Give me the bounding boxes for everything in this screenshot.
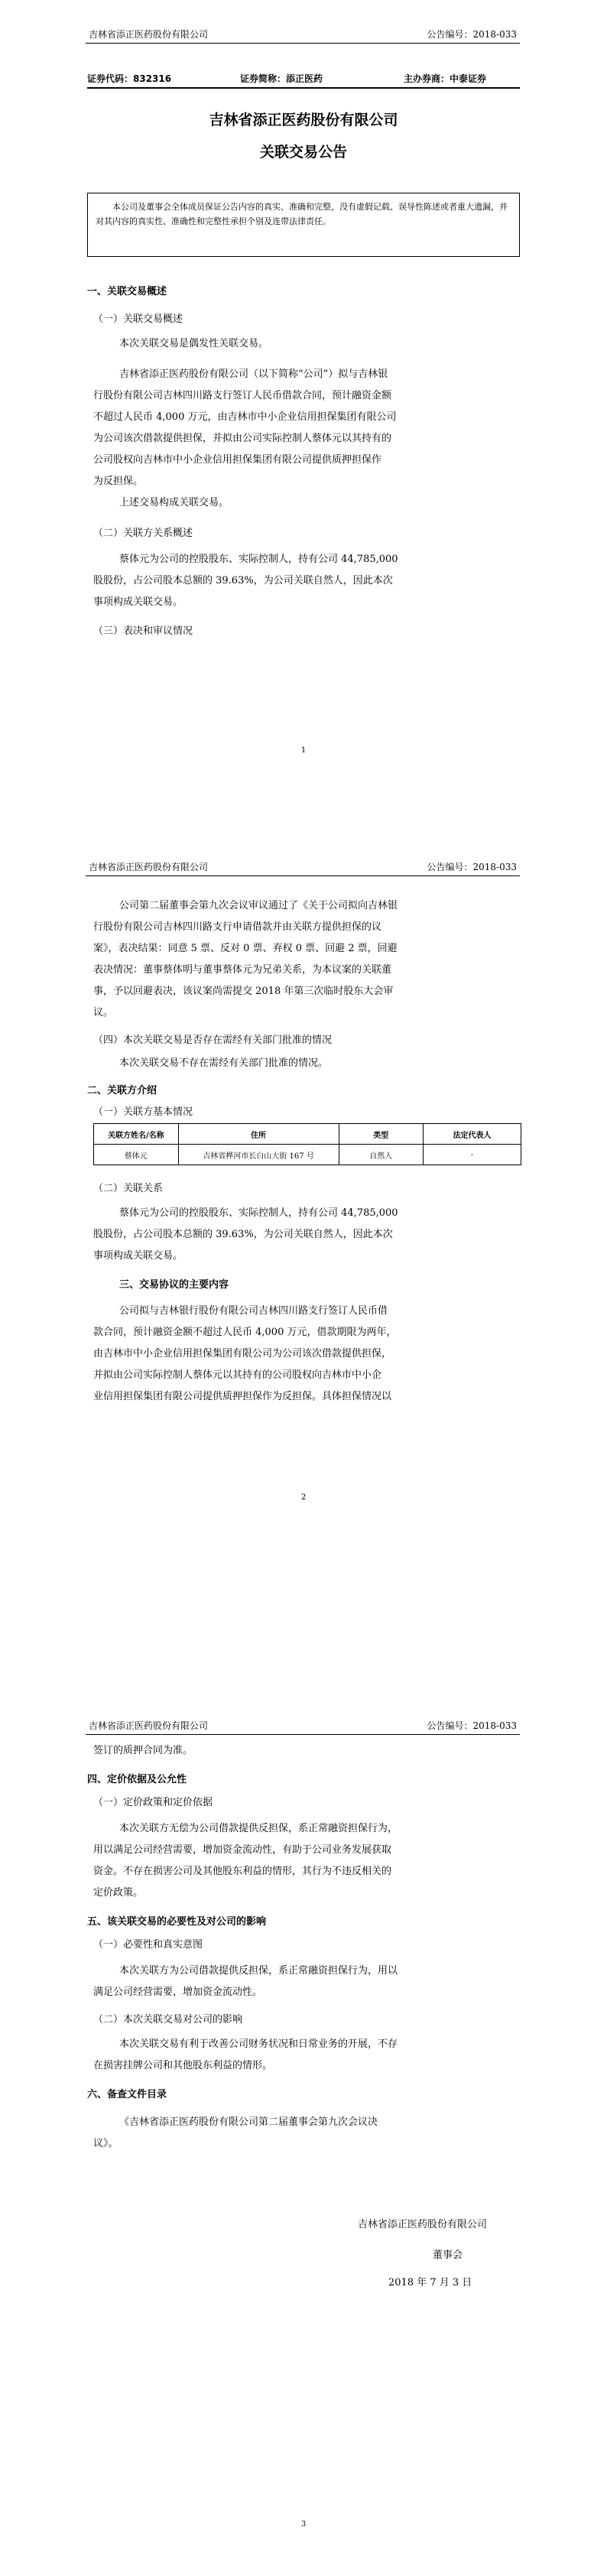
paragraph-line: 用以满足公司经营需要，增加资金流动性，有助于公司业务发展获取 — [93, 1844, 392, 1856]
table-cell: 吉林省桦河市长白山大街 167 号 — [178, 1145, 339, 1165]
table-header-cell: 住所 — [178, 1124, 339, 1145]
paragraph-line: 议。 — [93, 1007, 114, 1018]
paragraph-line: 本次关联方无偿为公司借款提供反担保，系正常融资担保行为， — [119, 1823, 398, 1834]
paragraph-line: 股股份，占公司股本总额的 39.63%，为公司关联自然人，因此本次 — [93, 575, 393, 586]
paragraph-line: 上述交易构成关联交易。 — [119, 497, 229, 508]
page-2 — [0, 859, 607, 1717]
section-1-heading: 一、关联交易概述 — [87, 286, 167, 297]
signature-company: 吉林省添正医药股份有限公司 — [358, 2219, 488, 2230]
paragraph-line: 业信用担保集团有限公司提供质押担保作为反担保。具体担保情况以 — [93, 1391, 392, 1402]
section-1-3-heading: （三）表决和审议情况 — [93, 625, 193, 637]
section-5-heading: 五、该关联交易的必要性及对公司的影响 — [87, 1916, 267, 1928]
paragraph-line: 不超过人民币 4,000 万元，由吉林市中小企业信用担保集团有限公司 — [93, 411, 397, 423]
table-cell: - — [424, 1145, 521, 1165]
paragraph-line: 吉林省添正医药股份有限公司（以下简称“公司”）拟与吉林银 — [119, 369, 388, 380]
notice-box: 本公司及董事会全体成员保证公告内容的真实、准确和完整，没有虚假记载、误导性陈述或者重大遗漏，并对其内容的真实性、准确性和完整性承担个别及连带法律责任。 — [87, 193, 520, 257]
signature-board: 董事会 — [433, 2250, 463, 2261]
section-6-heading: 六、备查文件目录 — [87, 2089, 167, 2100]
paragraph: 签订的质押合同为准。 — [93, 1745, 193, 1756]
section-5-2-heading: （二）本次关联交易对公司的影响 — [93, 2014, 243, 2025]
paragraph-line: 行股份有限公司吉林四川路支行签订人民币借款合同，预计融资金额 — [93, 390, 392, 401]
paragraph-line: 满足公司经营需要，增加资金流动性。 — [93, 1986, 263, 1998]
table-header-cell: 关联方姓名/名称 — [94, 1124, 179, 1145]
section-2-1-heading: （一）关联方基本情况 — [93, 1106, 193, 1118]
page-number: 2 — [300, 1493, 307, 1502]
section-4-heading: 四、定价依据及公允性 — [87, 1774, 187, 1785]
stock-code: 证券代码：832316 — [87, 73, 172, 84]
header-company: 吉林省添正医药股份有限公司 — [89, 29, 209, 40]
paragraph-line: 资金。不存在损害公司及其他股东利益的情形，其行为不违反相关的 — [93, 1866, 392, 1877]
page-3 — [0, 1717, 607, 2576]
document-title: 关联交易公告 — [259, 144, 347, 161]
meta-divider — [87, 87, 520, 89]
section-2-heading: 二、关联方介绍 — [87, 1085, 157, 1096]
section-1-2-heading: （二）关联方关系概述 — [93, 528, 193, 539]
table-header-row — [94, 1124, 521, 1145]
paragraph-line: 公司第二届董事会第九次会议审议通过了《关于公司拟向吉林银 — [119, 900, 398, 911]
table-row — [94, 1145, 521, 1165]
paragraph-line: 行股份有限公司吉林四川路支行申请借款并由关联方提供担保的议 — [93, 921, 382, 933]
section-4-1-heading: （一）定价政策和定价依据 — [93, 1797, 213, 1808]
related-party-table — [93, 1123, 521, 1165]
table-cell: 自然人 — [339, 1145, 423, 1165]
paragraph-line: 为公司该次借款提供担保，并拟由公司实际控制人蔡体元以其持有的 — [93, 433, 392, 444]
paragraph-line: 蔡体元为公司的控股股东、实际控制人，持有公司 44,785,000 — [119, 554, 398, 565]
paragraph-line: 议》。 — [93, 2138, 118, 2149]
paragraph-line: 在损害挂牌公司和其他股东利益的情形。 — [93, 2060, 273, 2071]
paragraph-line: 款合同，预计融资金额不超过人民币 4,000 万元，借款期限为两年， — [93, 1327, 397, 1338]
page-1 — [0, 0, 607, 859]
paragraph-line: 公司拟与吉林银行股份有限公司吉林四川路支行签订人民币借 — [119, 1305, 388, 1317]
paragraph-line: 事，予以回避表决，该议案尚需提交 2018 年第三次临时股东大会审 — [93, 986, 394, 997]
page-header — [86, 859, 520, 876]
header-announcement-no: 公告编号：2018-033 — [427, 29, 517, 40]
paragraph-line: 公司股权向吉林市中小企业信用担保集团有限公司提供质押担保作 — [93, 454, 382, 466]
signature-date: 2018 年 7 月 3 日 — [388, 2277, 472, 2289]
page-number: 1 — [300, 746, 307, 755]
page-header — [86, 26, 520, 44]
paragraph-line: 表决情况：董事蔡体明与董事蔡体元为兄弟关系，为本议案的关联董 — [93, 964, 392, 976]
company-title: 吉林省添正医药股份有限公司 — [209, 112, 398, 128]
section-3-heading: 三、交易协议的主要内容 — [119, 1279, 229, 1291]
header-company: 吉林省添正医药股份有限公司 — [89, 862, 209, 872]
page-number: 3 — [300, 2520, 307, 2529]
paragraph-line: 本次关联交易有利于改善公司财务状况和日常业务的开展，不存 — [119, 2038, 398, 2050]
section-1-4-heading: （四）本次关联交易是否存在需经有关部门批准的情况 — [93, 1035, 333, 1046]
table-header-cell: 法定代表人 — [424, 1124, 521, 1145]
paragraph-line: 并拟由公司实际控制人蔡体元以其持有的公司股权向吉林市中小企 — [93, 1369, 382, 1381]
paragraph-line: 蔡体元为公司的控股股东、实际控制人，持有公司 44,785,000 — [119, 1207, 398, 1219]
paragraph-line: 事项构成关联交易。 — [93, 1250, 183, 1262]
stock-short-name: 证券简称：添正医药 — [240, 73, 323, 84]
paragraph-line: 《吉林省添正医药股份有限公司第二届董事会第九次会议决 — [119, 2116, 378, 2128]
table-cell: 蔡体元 — [94, 1145, 179, 1165]
paragraph-line: 由吉林市中小企业信用担保集团有限公司为公司该次借款提供担保， — [93, 1348, 392, 1359]
paragraph-line: 事项构成关联交易。 — [93, 596, 183, 608]
paragraph-line: 案》，表决结果：同意 5 票、反对 0 票、弃权 0 票、回避 2 票，回避 — [93, 943, 398, 954]
paragraph: 本次关联交易不存在需经有关部门批准的情况。 — [119, 1057, 329, 1069]
header-announcement-no: 公告编号：2018-033 — [427, 1720, 517, 1731]
paragraph-line: 为反担保。 — [93, 476, 144, 487]
table-header-cell: 类型 — [339, 1124, 423, 1145]
page-header — [86, 1717, 520, 1735]
paragraph: 本次关联交易是偶发性关联交易。 — [119, 338, 269, 349]
section-2-2-heading: （二）关联关系 — [93, 1183, 164, 1194]
header-announcement-no: 公告编号：2018-033 — [427, 862, 517, 872]
header-company: 吉林省添正医药股份有限公司 — [89, 1720, 209, 1731]
section-5-1-heading: （一）必要性和真实意图 — [93, 1939, 203, 1951]
paragraph-line: 股股份，占公司股本总额的 39.63%，为公司关联自然人，因此本次 — [93, 1229, 393, 1240]
section-1-1-heading: （一）关联交易概述 — [93, 313, 183, 325]
paragraph-line: 定价政策。 — [93, 1887, 144, 1899]
sponsor-broker: 主办券商：中泰证券 — [404, 73, 487, 84]
paragraph-line: 本次关联方为公司借款提供反担保，系正常融资担保行为，用以 — [119, 1965, 398, 1977]
